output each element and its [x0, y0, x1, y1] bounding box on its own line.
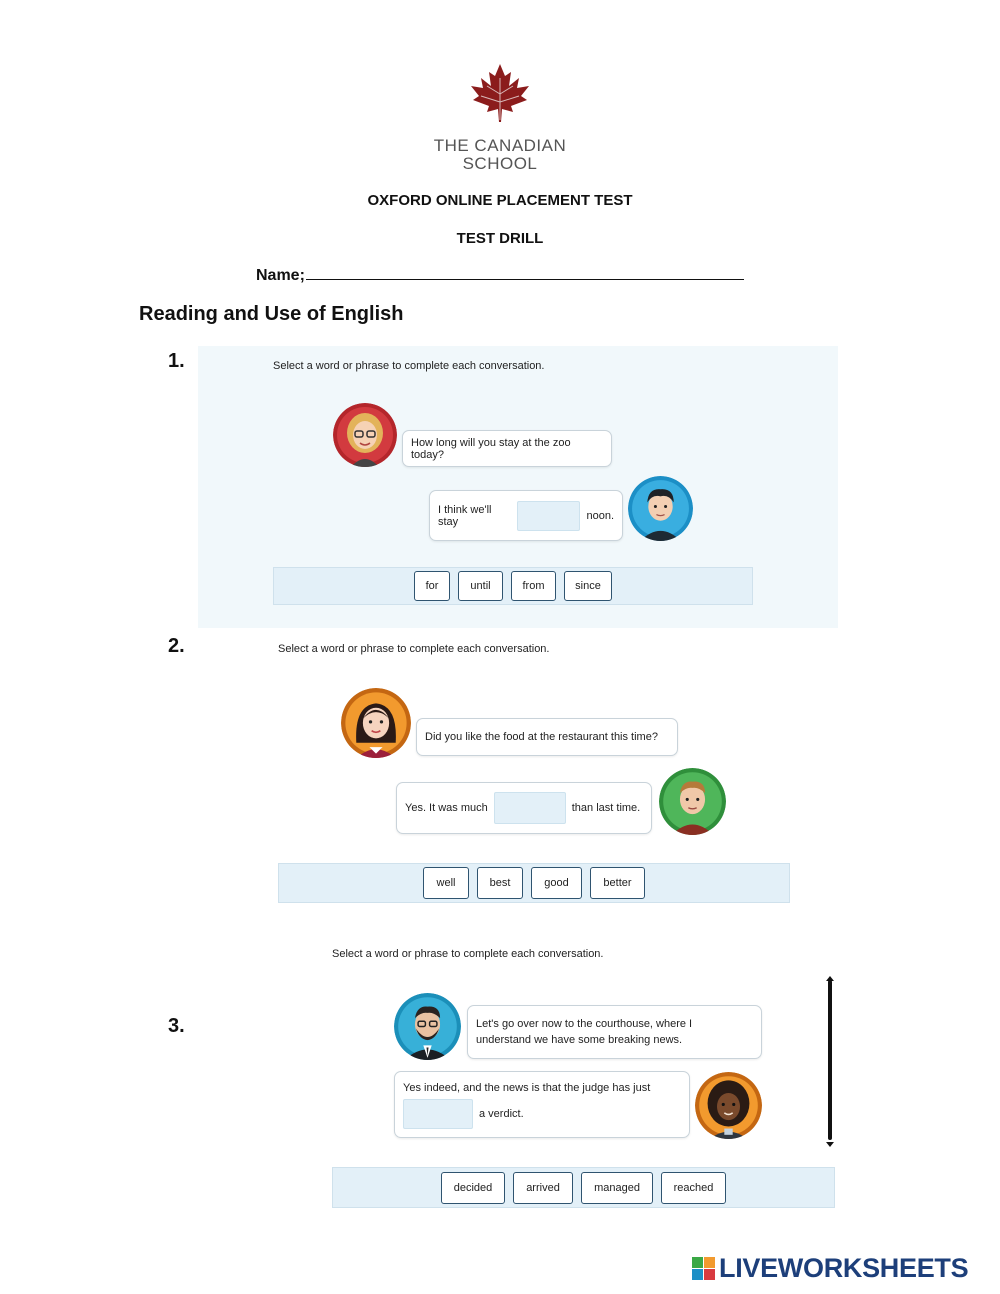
- question-3-line-b-1: Yes indeed, and the news is that the judge has just: [403, 1082, 651, 1094]
- option-arrived[interactable]: arrived: [513, 1172, 573, 1204]
- question-1-bubble-b: [429, 490, 623, 541]
- option-since[interactable]: since: [564, 571, 612, 601]
- avatar-man-beard: [659, 768, 726, 835]
- question-1-line-a: How long will you stay at the zoo today?: [411, 436, 571, 461]
- option-from[interactable]: from: [511, 571, 556, 601]
- scroll-down-arrow-icon[interactable]: [826, 1142, 834, 1147]
- question-2-bubble-b: [396, 782, 652, 834]
- question-2-instruction: Select a word or phrase to complete each conversation.: [278, 643, 550, 655]
- option-decided[interactable]: decided: [441, 1172, 505, 1204]
- option-well[interactable]: well: [423, 867, 469, 899]
- young-man-avatar-icon: [628, 476, 693, 541]
- liveworksheets-badge-icon: [692, 1257, 715, 1280]
- name-underline[interactable]: [306, 265, 744, 280]
- question-2-answer-blank[interactable]: [494, 792, 566, 824]
- avatar-woman-glasses: [333, 403, 397, 467]
- question-1-options: [273, 567, 753, 605]
- question-3-line-b-after: a verdict.: [479, 1108, 524, 1120]
- question-3-line-a-2: understand we have some breaking news.: [476, 1034, 683, 1046]
- question-1-line-b-after: noon.: [586, 509, 614, 522]
- question-number-1: 1.: [168, 350, 185, 372]
- man-beard-avatar-icon: [659, 768, 726, 835]
- question-2-bubble-a: [416, 718, 678, 756]
- page-subtitle: TEST DRILL: [456, 230, 544, 247]
- question-number-2: 2.: [168, 635, 185, 657]
- option-reached[interactable]: reached: [661, 1172, 726, 1204]
- question-3-options: [332, 1167, 835, 1208]
- question-3-bubble-b: [394, 1071, 690, 1138]
- option-good[interactable]: good: [531, 867, 582, 899]
- question-1-answer-blank[interactable]: [517, 501, 580, 531]
- question-3-answer-blank[interactable]: [403, 1099, 473, 1129]
- school-name-line2: SCHOOL: [462, 154, 538, 173]
- liveworksheets-brand: LIVEWORKSHEETS: [719, 1253, 969, 1283]
- avatar-woman-curly: [695, 1072, 762, 1139]
- section-title: Reading and Use of English: [139, 303, 404, 325]
- option-until[interactable]: until: [458, 571, 503, 601]
- avatar-woman-dark-hair: [341, 688, 411, 758]
- woman-curly-avatar-icon: [695, 1072, 762, 1139]
- option-managed[interactable]: managed: [581, 1172, 653, 1204]
- liveworksheets-logo: [692, 1253, 968, 1284]
- option-for[interactable]: for: [414, 571, 450, 601]
- question-2-line-b-after: than last time.: [571, 802, 641, 814]
- question-2-line-a: Did you like the food at the restaurant this time?: [425, 731, 658, 743]
- avatar-young-man: [628, 476, 693, 541]
- woman-dark-hair-avatar-icon: [341, 688, 411, 758]
- name-label: Name;: [256, 267, 305, 284]
- man-suit-avatar-icon: [394, 993, 461, 1060]
- question-number-3: 3.: [168, 1015, 185, 1037]
- name-field[interactable]: [256, 265, 744, 285]
- school-name-line1: THE CANADIAN: [433, 136, 567, 155]
- question-1-bubble-a: [402, 430, 612, 467]
- question-1-line-b-before: I think we'll stay: [438, 503, 492, 528]
- scrollbar[interactable]: [828, 980, 832, 1140]
- question-1-instruction: Select a word or phrase to complete each conversation.: [273, 360, 545, 372]
- page-title: OXFORD ONLINE PLACEMENT TEST: [367, 192, 633, 209]
- woman-glasses-avatar-icon: [333, 403, 397, 467]
- avatar-man-suit: [394, 993, 461, 1060]
- question-3-line-a-1: Let's go over now to the courthouse, where I: [476, 1018, 693, 1030]
- question-3-instruction: Select a word or phrase to complete each conversation.: [332, 948, 604, 960]
- maple-leaf-icon: [467, 62, 533, 124]
- question-2-options: [278, 863, 790, 903]
- option-better[interactable]: better: [590, 867, 645, 899]
- question-2-line-b-before: Yes. It was much: [405, 802, 488, 814]
- option-best[interactable]: best: [477, 867, 523, 899]
- question-3-bubble-a: [467, 1005, 762, 1059]
- school-logo: [0, 62, 1000, 124]
